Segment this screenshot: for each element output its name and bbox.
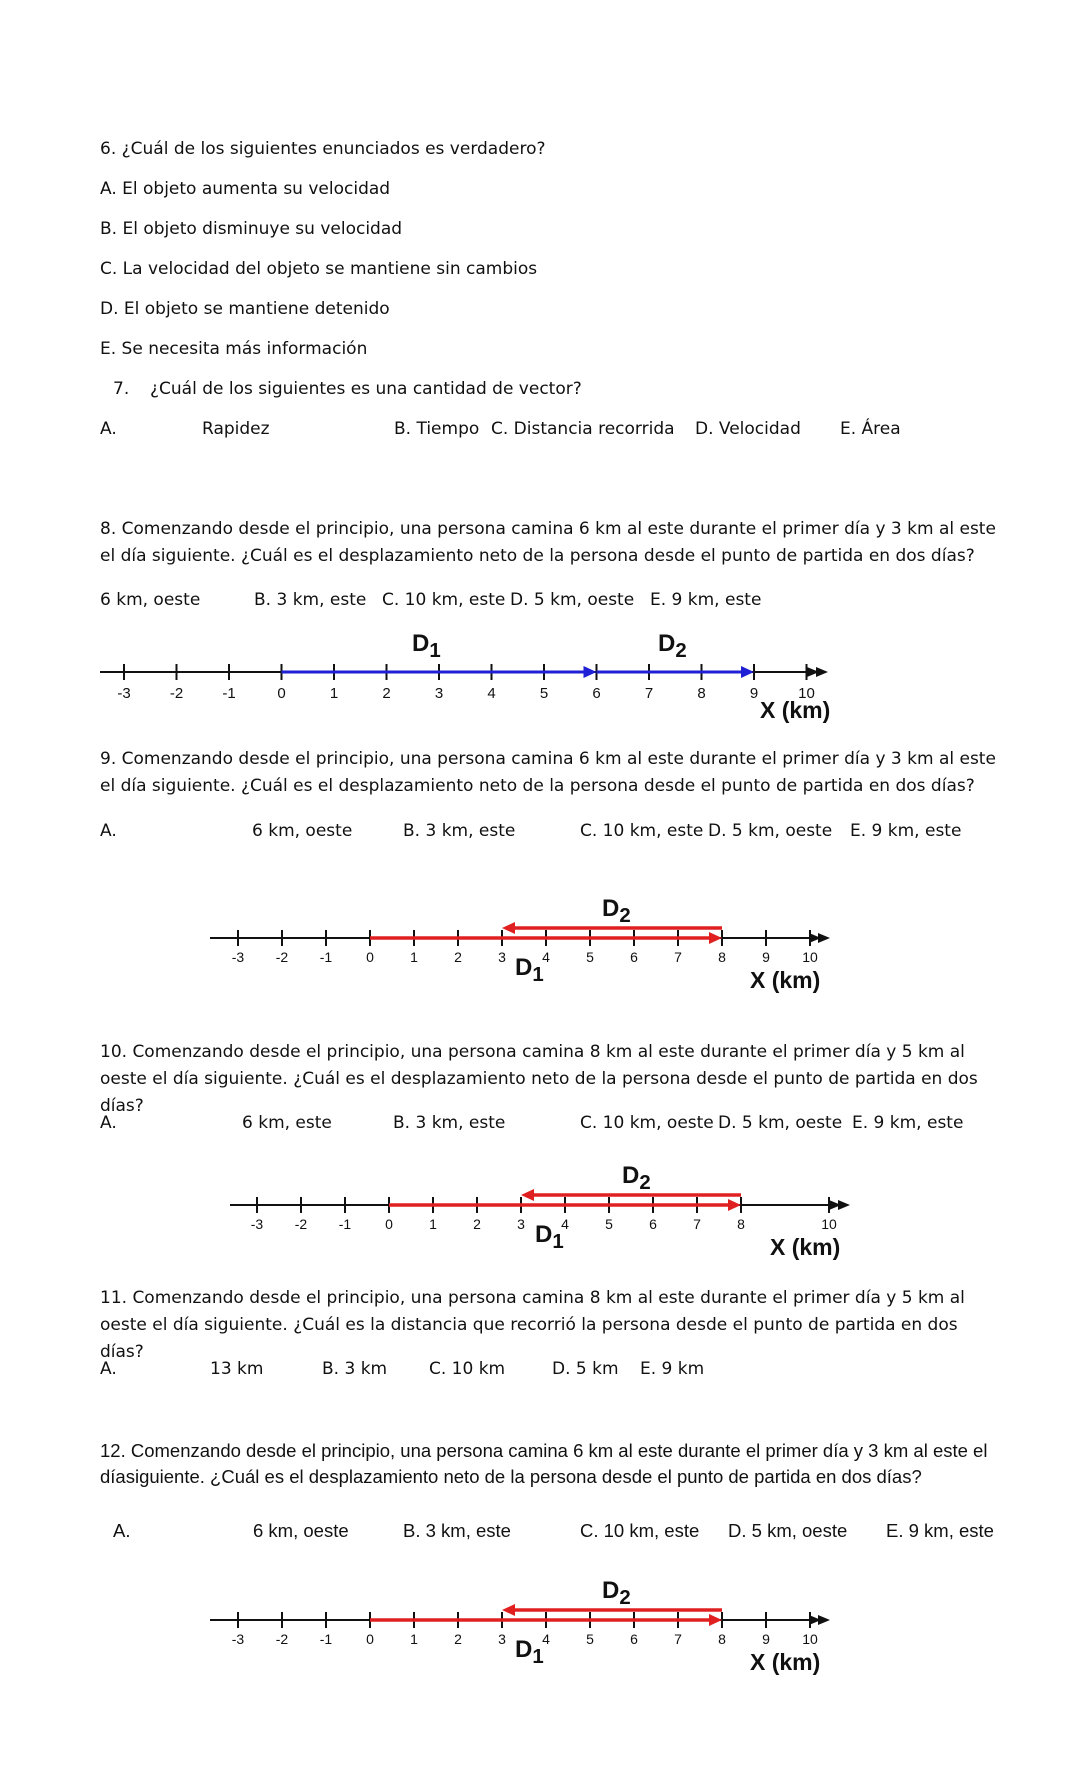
tick-label: 7 — [693, 1216, 701, 1232]
q10-option-d: D. 5 km, oeste — [718, 1113, 843, 1133]
q7-option-a: A. — [100, 419, 117, 439]
q9-option-c: C. 10 km, este — [580, 821, 704, 841]
q7-option-b: B. Tiempo — [394, 419, 480, 439]
tick-label: -3 — [231, 1631, 245, 1647]
tick-label: 2 — [473, 1216, 481, 1232]
tick-label: -3 — [231, 949, 245, 965]
tick-label: 6 — [630, 949, 638, 965]
q6-option-e: E. Se necesita más información — [100, 339, 368, 359]
tick-label: 0 — [366, 1631, 374, 1647]
q7-option-a-text: Rapidez — [202, 419, 270, 439]
q11-option-b: B. 3 km — [322, 1359, 388, 1379]
label-d2: $D_2$ — [602, 895, 631, 927]
label-d1: $D_1$ — [515, 954, 544, 986]
number-line-q10 — [230, 1160, 880, 1270]
vector-d1-arrowhead — [584, 666, 597, 678]
tick-label: 9 — [762, 1631, 770, 1647]
q12-option-a-text: 6 km, oeste — [253, 1520, 349, 1541]
tick-label: -1 — [222, 685, 236, 702]
tick-label: 1 — [329, 685, 339, 702]
q6-option-c: C. La velocidad del objeto se mantiene sin cambios — [100, 259, 538, 279]
q9-option-b: B. 3 km, este — [403, 821, 516, 841]
q11-question: 11. Comenzando desde el principio, una persona camina 8 km al este durante el primer día y 5 km al oeste el día siguiente. ¿Cuál es la distancia que recorrió la persona desde el punto de partida en dos días? — [100, 1288, 965, 1362]
tick-label: 7 — [644, 685, 654, 702]
q7-option-d: D. Velocidad — [695, 419, 801, 439]
q8-option-c: C. 10 km, este — [382, 590, 506, 610]
q12-option-a: A. — [113, 1520, 131, 1541]
vector-d1-arrowhead — [709, 932, 722, 944]
q9-option-d: D. 5 km, oeste — [708, 821, 833, 841]
tick-label: 5 — [605, 1216, 613, 1232]
tick-label: 5 — [586, 1631, 594, 1647]
tick-label: 3 — [517, 1216, 525, 1232]
label-d1: $D_1$ — [412, 630, 441, 662]
q6-option-b: B. El objeto disminuye su velocidad — [100, 219, 403, 239]
label-d2: $D_2$ — [658, 630, 687, 662]
tick-label: 6 — [649, 1216, 657, 1232]
q8-option-a: 6 km, oeste — [100, 590, 201, 610]
tick-label: 8 — [737, 1216, 745, 1232]
tick-label: 1 — [429, 1216, 437, 1232]
q11-option-a: A. — [100, 1359, 117, 1379]
tick-label: -1 — [338, 1216, 352, 1232]
tick-label: -1 — [319, 949, 333, 965]
q7-option-e: E. Área — [840, 419, 901, 439]
q11-option-e: E. 9 km — [640, 1359, 705, 1379]
axis-label: X (km) — [750, 967, 821, 993]
q11-option-a-text: 13 km — [210, 1359, 264, 1379]
vector-d2-arrowhead — [502, 1604, 515, 1616]
tick-label: 6 — [630, 1631, 638, 1647]
axis-label: X (km) — [770, 1234, 841, 1260]
q12-option-d: D. 5 km, oeste — [728, 1520, 848, 1541]
label-d2: $D_2$ — [622, 1162, 651, 1194]
tick-label: -2 — [169, 685, 184, 702]
tick-label: 8 — [718, 949, 726, 965]
tick-label: -3 — [250, 1216, 264, 1232]
q9-question: 9. Comenzando desde el principio, una persona camina 6 km al este durante el primer día y 3 km al este el día siguiente. ¿Cuál es el desplazamiento neto de la persona desde el punto de partida en dos días? — [100, 749, 996, 796]
tick-label: 7 — [674, 1631, 682, 1647]
tick-label: 8 — [718, 1631, 726, 1647]
tick-label: 10 — [798, 685, 815, 702]
tick-label: 4 — [542, 949, 550, 965]
tick-label: 5 — [539, 685, 549, 702]
vector-d2-arrowhead — [521, 1189, 534, 1201]
tick-label: 3 — [498, 949, 506, 965]
tick-label: 6 — [592, 685, 601, 702]
q8-question: 8. Comenzando desde el principio, una persona camina 6 km al este durante el primer día y 3 km al este el día siguiente. ¿Cuál es el desplazamiento neto de la persona desde el punto de partida en dos días? — [100, 519, 996, 566]
tick-label: -2 — [275, 1631, 289, 1647]
q9-option-e: E. 9 km, este — [850, 821, 962, 841]
tick-label: 0 — [385, 1216, 393, 1232]
q8-option-d: D. 5 km, oeste — [510, 590, 635, 610]
tick-label: 3 — [498, 1631, 506, 1647]
q10-option-a: A. — [100, 1113, 117, 1133]
number-line-q9 — [210, 890, 860, 1000]
axis-label: X (km) — [760, 697, 831, 723]
number-line-q8 — [100, 628, 860, 726]
tick-label: 10 — [802, 1631, 818, 1647]
tick-label: 2 — [454, 1631, 462, 1647]
q11-option-d: D. 5 km — [552, 1359, 619, 1379]
tick-label: 10 — [821, 1216, 837, 1232]
tick-label: 1 — [410, 949, 418, 965]
q12-option-e: E. 9 km, este — [886, 1520, 994, 1541]
tick-label: 0 — [366, 949, 374, 965]
tick-label: 10 — [802, 949, 818, 965]
tick-label: 7 — [674, 949, 682, 965]
q7-option-c: C. Distancia recorrida — [491, 419, 675, 439]
tick-label: 4 — [487, 685, 496, 702]
tick-label: -2 — [294, 1216, 308, 1232]
number-line-q12 — [210, 1575, 860, 1685]
tick-label: 8 — [697, 685, 706, 702]
tick-label: 4 — [561, 1216, 569, 1232]
tick-label: 9 — [749, 685, 759, 702]
tick-label: 5 — [586, 949, 594, 965]
axis-label: X (km) — [750, 1649, 821, 1675]
q10-option-b: B. 3 km, este — [393, 1113, 506, 1133]
q9-option-a: A. — [100, 821, 117, 841]
q12-option-b: B. 3 km, este — [403, 1520, 511, 1541]
tick-label: -2 — [275, 949, 289, 965]
q6-option-d: D. El objeto se mantiene detenido — [100, 299, 390, 319]
q6-option-a: A. El objeto aumenta su velocidad — [100, 179, 391, 199]
q8-option-b: B. 3 km, este — [254, 590, 367, 610]
q9-option-a-text: 6 km, oeste — [252, 821, 353, 841]
label-d1: $D_1$ — [535, 1221, 564, 1253]
vector-d2-arrowhead — [502, 922, 515, 934]
q10-option-e: E. 9 km, este — [852, 1113, 964, 1133]
tick-label: 4 — [542, 1631, 550, 1647]
tick-label: 1 — [410, 1631, 418, 1647]
vector-d1-arrowhead — [709, 1614, 722, 1626]
label-d1: $D_1$ — [515, 1636, 544, 1668]
label-d2: $D_2$ — [602, 1577, 631, 1609]
q12-option-c: C. 10 km, este — [580, 1520, 700, 1541]
vector-d2-arrowhead — [741, 666, 754, 678]
tick-label: 9 — [762, 949, 770, 965]
tick-label: -3 — [117, 685, 131, 702]
q11-option-c: C. 10 km — [429, 1359, 506, 1379]
q10-option-c: C. 10 km, oeste — [580, 1113, 714, 1133]
q10-option-a-text: 6 km, este — [242, 1113, 332, 1133]
tick-label: 3 — [434, 685, 444, 702]
q10-question: 10. Comenzando desde el principio, una persona camina 8 km al este durante el primer día y 5 km al oeste el día siguiente. ¿Cuál es el desplazamiento neto de la persona desde el punto de partida en dos días? — [100, 1042, 978, 1116]
q6-question: 6. ¿Cuál de los siguientes enunciados es verdadero? — [100, 139, 546, 159]
q12-question: 12. Comenzando desde el principio, una persona camina 6 km al este durante el primer día y 3 km al este el díasiguiente. ¿Cuál es el desplazamiento neto de la persona desde el punto de partida en dos días? — [100, 1440, 988, 1487]
tick-label: 2 — [382, 685, 391, 702]
q7-number: 7. — [113, 379, 130, 399]
tick-label: 0 — [277, 685, 286, 702]
q7-question: ¿Cuál de los siguientes es una cantidad de vector? — [150, 379, 582, 399]
tick-label: -1 — [319, 1631, 333, 1647]
q8-option-e: E. 9 km, este — [650, 590, 762, 610]
tick-label: 2 — [454, 949, 462, 965]
vector-d1-arrowhead — [728, 1199, 741, 1211]
